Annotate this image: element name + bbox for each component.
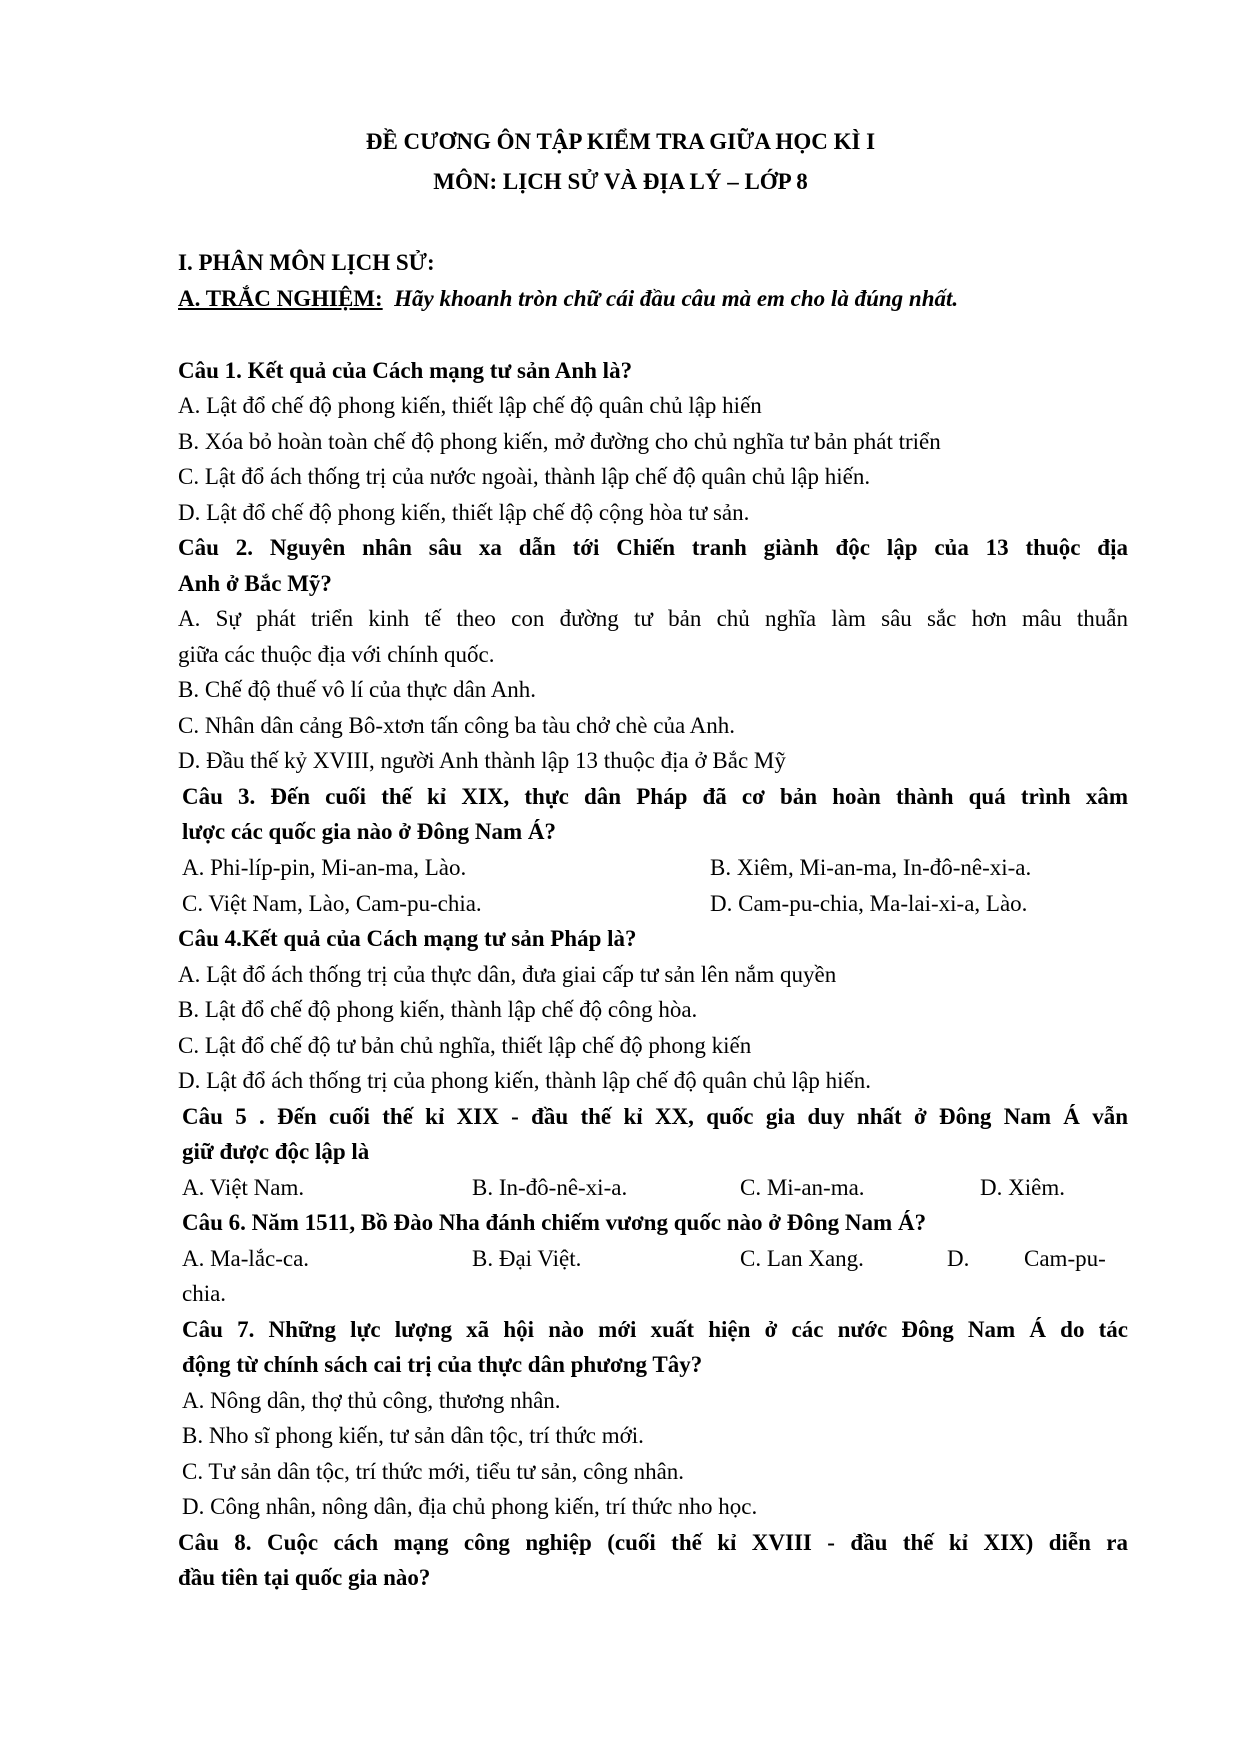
question-1-option-b: B. Xóa bỏ hoàn toàn chế độ phong kiến, mở đường cho chủ nghĩa tư bản phát triển [178,429,941,454]
question-3-option-d: D. Cam-pu-chia, Ma-lai-xi-a, Lào. [710,891,1028,916]
question-1-stem: Câu 1. Kết quả của Cách mạng tư sản Anh là? [178,358,633,383]
question-6-option-d-letter: D. [947,1246,970,1271]
question-5-stem-cont: giữ được độc lập là [182,1139,370,1164]
document-title: ĐỀ CƯƠNG ÔN TẬP KIỂM TRA GIỮA HỌC KÌ I [365,129,876,154]
question-5-option-c: C. Mi-an-ma. [740,1175,865,1200]
question-5-option-a: A. Việt Nam. [182,1175,305,1200]
question-1-option-a: A. Lật đổ chế độ phong kiến, thiết lập chế độ quân chủ lập hiến [178,393,762,418]
question-4-option-c: C. Lật đổ chế độ tư bản chủ nghĩa, thiết lập chế độ phong kiến [178,1033,752,1058]
question-2-option-a: A. Sự phát triển kinh tế theo con đường tư bản chủ nghĩa làm sâu sắc hơn mâu thuẫn [178,606,1128,631]
question-3-stem: Câu 3. Đến cuối thế kỉ XIX, thực dân Pháp đã cơ bản hoàn thành quá trình xâm [182,784,1128,809]
question-3-option-b: B. Xiêm, Mi-an-ma, In-đô-nê-xi-a. [710,855,1032,880]
question-2-option-c: C. Nhân dân cảng Bô-xtơn tấn công ba tàu chở chè của Anh. [178,713,735,738]
part-heading [178,284,1128,314]
question-1-option-c: C. Lật đổ ách thống trị của nước ngoài, thành lập chế độ quân chủ lập hiến. [178,464,871,489]
question-6-option-c: C. Lan Xang. [740,1246,864,1271]
question-2-option-b: B. Chế độ thuế vô lí của thực dân Anh. [178,677,537,702]
question-7-stem: Câu 7. Những lực lượng xã hội nào mới xuất hiện ở các nước Đông Nam Á do tác [182,1317,1128,1342]
document-subtitle: MÔN: LỊCH SỬ VÀ ĐỊA LÝ – LỚP 8 [433,169,808,194]
question-4-option-a: A. Lật đổ ách thống trị của thực dân, đưa giai cấp tư sản lên nắm quyền [178,962,837,987]
question-8-stem-cont: đầu tiên tại quốc gia nào? [178,1565,431,1590]
question-3-stem-cont: lược các quốc gia nào ở Đông Nam Á? [182,819,557,844]
question-6-option-d: Cam-pu- [1024,1246,1106,1271]
question-3-option-c: C. Việt Nam, Lào, Cam-pu-chia. [182,891,482,916]
question-7-option-c: C. Tư sản dân tộc, trí thức mới, tiểu tư sản, công nhân. [182,1459,685,1484]
question-4-option-b: B. Lật đổ chế độ phong kiến, thành lập chế độ công hòa. [178,997,698,1022]
section-heading: I. PHÂN MÔN LỊCH SỬ: [178,250,435,275]
question-6-option-d-cont: chia. [182,1281,227,1306]
question-4-stem: Câu 4.Kết quả của Cách mạng tư sản Pháp là? [178,926,637,951]
question-8-stem: Câu 8. Cuộc cách mạng công nghiệp (cuối thế kỉ XVIII - đầu thế kỉ XIX) diễn ra [178,1530,1128,1555]
question-2-stem: Câu 2. Nguyên nhân sâu xa dẫn tới Chiến tranh giành độc lập của 13 thuộc địa [178,535,1128,560]
instruction-text: Hãy khoanh tròn chữ cái đầu câu mà em cho là đúng nhất. [394,286,959,311]
question-2-option-d: D. Đầu thế kỷ XVIII, người Anh thành lập 13 thuộc địa ở Bắc Mỹ [178,748,786,773]
question-1-option-d: D. Lật đổ chế độ phong kiến, thiết lập chế độ cộng hòa tư sản. [178,500,750,525]
question-6-option-a: A. Ma-lắc-ca. [182,1246,310,1271]
question-2-option-a-cont: giữa các thuộc địa với chính quốc. [178,642,495,667]
question-6-option-b: B. Đại Việt. [472,1246,582,1271]
question-5-option-b: B. In-đô-nê-xi-a. [472,1175,628,1200]
question-3-option-a: A. Phi-líp-pin, Mi-an-ma, Lào. [182,855,467,880]
part-label: A. TRẮC NGHIỆM: [178,286,383,311]
question-7-option-d: D. Công nhân, nông dân, địa chủ phong kiến, trí thức nho học. [182,1494,758,1519]
question-7-option-b: B. Nho sĩ phong kiến, tư sản dân tộc, trí thức mới. [182,1423,644,1448]
question-4-option-d: D. Lật đổ ách thống trị của phong kiến, thành lập chế độ quân chủ lập hiến. [178,1068,871,1093]
question-7-option-a: A. Nông dân, thợ thủ công, thương nhân. [182,1388,561,1413]
question-7-stem-cont: động từ chính sách cai trị của thực dân phương Tây? [182,1352,703,1377]
question-6-stem: Câu 6. Năm 1511, Bồ Đào Nha đánh chiếm vương quốc nào ở Đông Nam Á? [182,1210,927,1235]
question-5-option-d: D. Xiêm. [980,1175,1065,1200]
question-2-stem-cont: Anh ở Bắc Mỹ? [178,571,332,596]
question-5-stem: Câu 5 . Đến cuối thế kỉ XIX - đầu thế kỉ XX, quốc gia duy nhất ở Đông Nam Á vẫn [182,1104,1128,1129]
